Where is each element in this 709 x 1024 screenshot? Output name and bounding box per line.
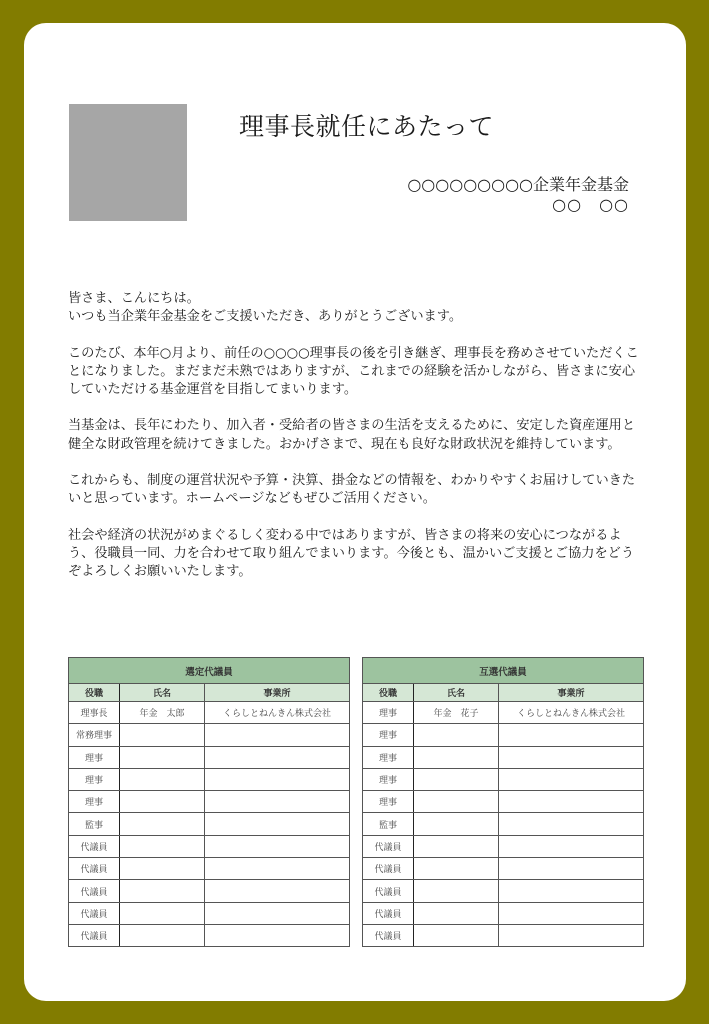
cell-name [414,924,499,946]
cell-role: 代議員 [69,858,120,880]
cell-office: くらしとねんきん株式会社 [499,702,644,724]
cell-name [120,724,205,746]
table-row [69,835,350,857]
cell-name [414,880,499,902]
cell-office [499,880,644,902]
cell-role: 理事 [363,768,414,790]
table-row [69,813,350,835]
cell-name [414,768,499,790]
cell-role: 理事 [363,724,414,746]
table-elected-delegates [362,657,644,947]
table-row [69,858,350,880]
paragraph-information: これからも、制度の運営状況や予算・決算、掛金などの情報を、わかりやすくお届けしていきたいと思っています。ホームページなどもぜひご活用ください。 [68,472,636,507]
cell-name [120,813,205,835]
cell-name [414,724,499,746]
column-header-role: 役職 [363,684,414,702]
cell-role: 理事長 [69,702,120,724]
table-body [69,702,350,947]
cell-office [499,813,644,835]
cell-office [205,835,350,857]
table-row [363,724,644,746]
table-row [69,724,350,746]
cell-role: 代議員 [363,858,414,880]
table-row [69,702,350,724]
cell-office [499,902,644,924]
cell-office [499,724,644,746]
cell-role: 理事 [363,791,414,813]
table-body [363,702,644,947]
table-row [363,702,644,724]
table-caption: 選定代議員 [69,658,350,684]
table-selected-delegates [68,657,350,947]
table-row [69,902,350,924]
cell-role: 理事 [69,791,120,813]
table-row [363,858,644,880]
cell-name [414,746,499,768]
paragraph-appointment: このたび、本年○月より、前任の○○○○理事長の後を引き継ぎ、理事長を務めさせていただくことになりました。まだまだ未熟ではありますが、これまでの経験を活かしながら、皆さまに安心していただける基金運営を目指してまいります。 [68,345,639,397]
table-row [363,791,644,813]
table-row [69,924,350,946]
column-header-office: 事業所 [205,684,350,702]
column-header-name: 氏名 [414,684,499,702]
cell-office [499,835,644,857]
cell-role: 代議員 [363,835,414,857]
cell-role: 代議員 [69,902,120,924]
cell-role: 常務理事 [69,724,120,746]
portrait-photo-placeholder [69,104,187,221]
cell-office [205,880,350,902]
paragraph-finances: 当基金は、長年にわたり、加入者・受給者の皆さまの生活を支えるために、安定した資産運用と健全な財政管理を続けてきました。おかげさまで、現在も良好な財政状況を維持しています。 [68,418,636,452]
cell-office [205,924,350,946]
cell-name [120,902,205,924]
paragraph-closing: 社会や経済の状況がめまぐるしく変わる中ではありますが、皆さまの将来の安心につながるよう、役職員一同、力を合わせて取り組んでまいります。今後とも、温かいご支援とご協力をどうぞよろしくお願いいたします。 [68,527,635,579]
cell-name [120,835,205,857]
cell-name [120,880,205,902]
cell-role: 理事 [69,768,120,790]
cell-role: 監事 [363,813,414,835]
cell-office [499,791,644,813]
table-row [363,746,644,768]
table-row [363,813,644,835]
cell-office: くらしとねんきん株式会社 [205,702,350,724]
message-body [68,290,640,599]
cell-name [414,791,499,813]
paragraph-greeting: 皆さま、こんにちは。 いつも当企業年金基金をご支援いただき、ありがとうございます。 [68,291,463,325]
table-caption: 互選代議員 [363,658,644,684]
cell-name [414,835,499,857]
cell-name [120,858,205,880]
cell-office [499,924,644,946]
cell-name [120,924,205,946]
column-header-office: 事業所 [499,684,644,702]
cell-name [414,902,499,924]
cell-role: 代議員 [69,880,120,902]
cell-name [120,768,205,790]
cell-office [205,902,350,924]
cell-name: 年金 花子 [414,702,499,724]
table-row [363,768,644,790]
table-row [69,768,350,790]
cell-role: 代議員 [69,835,120,857]
table-row [363,835,644,857]
column-header-name: 氏名 [120,684,205,702]
cell-role: 代議員 [363,924,414,946]
cell-role: 監事 [69,813,120,835]
document-page [24,23,686,1001]
cell-role: 理事 [69,746,120,768]
cell-name [414,858,499,880]
table-row [363,902,644,924]
cell-office [499,746,644,768]
cell-office [499,858,644,880]
cell-name [120,746,205,768]
cell-role: 代議員 [363,880,414,902]
cell-name [120,791,205,813]
cell-office [205,768,350,790]
cell-office [205,858,350,880]
column-header-role: 役職 [69,684,120,702]
cell-office [499,768,644,790]
cell-role: 代議員 [363,902,414,924]
cell-role: 理事 [363,746,414,768]
cell-role: 理事 [363,702,414,724]
table-row [363,924,644,946]
cell-role: 代議員 [69,924,120,946]
person-name: ○○ ○○ [552,195,629,214]
cell-name [414,813,499,835]
table-row [363,880,644,902]
cell-office [205,746,350,768]
organization-name: ○○○○○○○○○企業年金基金 [407,175,629,194]
table-row [69,746,350,768]
cell-name: 年金 太郎 [120,702,205,724]
table-row [69,791,350,813]
signature-block [407,175,629,215]
page-title: 理事長就任にあたって [239,112,495,141]
table-row [69,880,350,902]
cell-office [205,724,350,746]
cell-office [205,813,350,835]
cell-office [205,791,350,813]
